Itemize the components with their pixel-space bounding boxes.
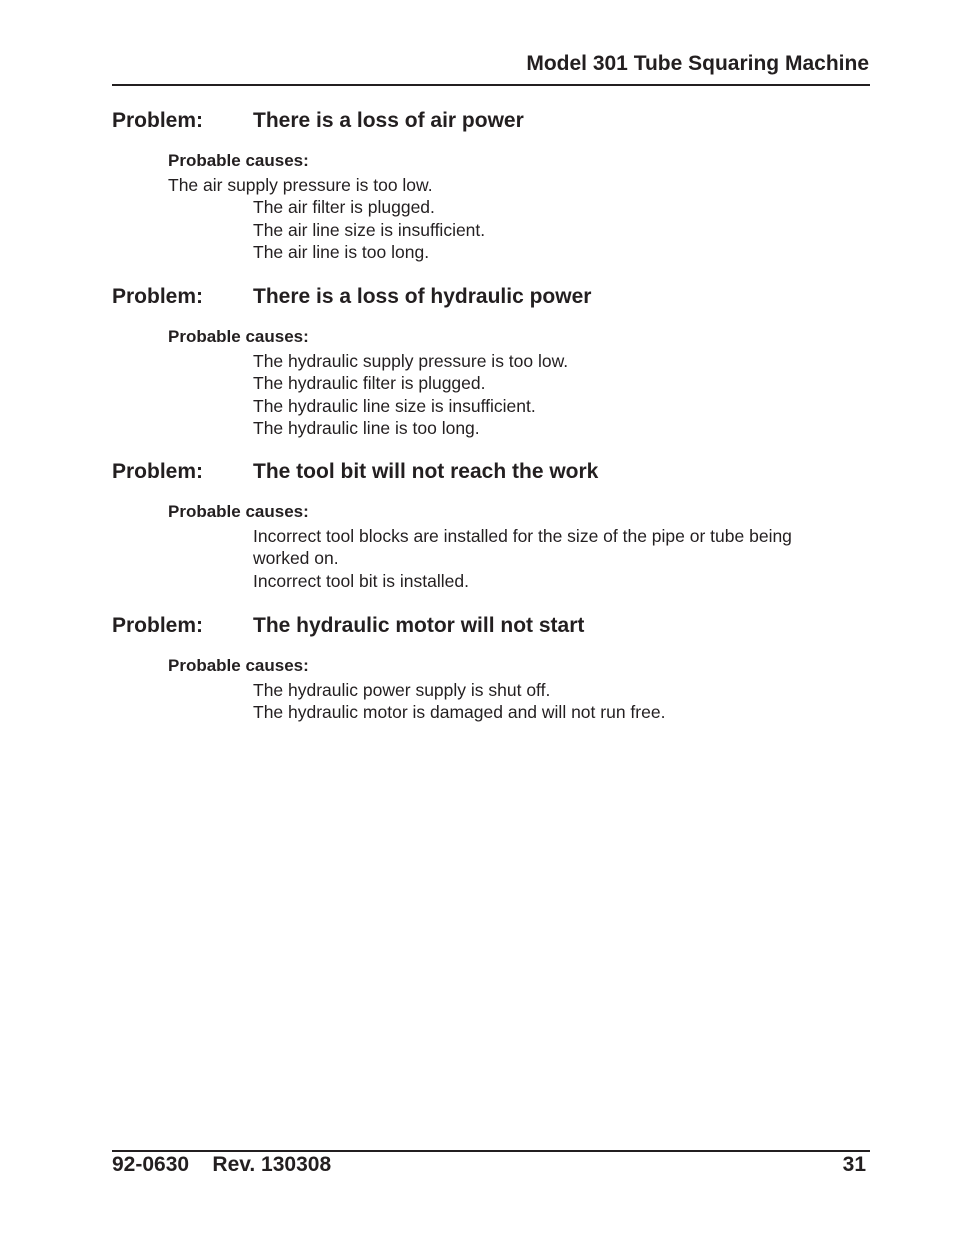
problem-title: The tool bit will not reach the work [253, 460, 599, 483]
probable-causes-heading: Probable causes: [168, 502, 309, 521]
footer-page-number: 31 [842, 1153, 866, 1176]
probable-causes-heading: Probable causes: [168, 327, 309, 346]
footer-doc-info [112, 1153, 331, 1177]
problem-section [112, 109, 870, 262]
cause-item: The air line size is insufficient. [253, 219, 486, 240]
page-header-title: Model 301 Tube Squaring Machine [526, 52, 869, 75]
problem-label: Problem: [112, 614, 204, 637]
problem-title: There is a loss of hydraulic power [253, 285, 592, 308]
causes-list [253, 525, 843, 592]
problem-title: The hydraulic motor will not start [253, 614, 585, 637]
cause-item: The hydraulic line size is insufficient. [253, 395, 536, 416]
cause-item: The hydraulic motor is damaged and will not run free. [253, 702, 666, 723]
cause-item: Incorrect tool bit is installed. [253, 570, 469, 591]
problem-section [112, 285, 870, 438]
cause-item: The hydraulic power supply is shut off. [253, 680, 551, 700]
probable-causes-heading: Probable causes: [168, 656, 309, 675]
problem-heading [112, 109, 870, 135]
cause-item: The air filter is plugged. [253, 197, 435, 218]
header-rule [112, 84, 870, 86]
footer-revision: Rev. 130308 [212, 1153, 332, 1176]
footer-rule [112, 1150, 870, 1152]
problem-section [112, 460, 870, 591]
causes-list [253, 679, 843, 724]
causes-list [253, 350, 843, 439]
problem-title: There is a loss of air power [253, 109, 524, 132]
causes-list [168, 174, 843, 263]
cause-item: The hydraulic line is too long. [253, 417, 480, 438]
problem-section [112, 614, 870, 723]
problem-label: Problem: [112, 285, 204, 308]
footer-doc-number: 92-0630 [112, 1153, 190, 1176]
cause-item: The hydraulic filter is plugged. [253, 373, 486, 394]
problem-heading [112, 460, 870, 486]
problem-heading [112, 614, 870, 640]
probable-causes-heading: Probable causes: [168, 151, 309, 170]
cause-item: The hydraulic supply pressure is too low. [253, 351, 569, 371]
problem-label: Problem: [112, 109, 204, 132]
problem-heading [112, 285, 870, 311]
problem-label: Problem: [112, 460, 204, 483]
cause-item: The air supply pressure is too low. [168, 175, 433, 195]
cause-item: Incorrect tool blocks are installed for the size of the pipe or tube being worked on. [253, 526, 792, 569]
cause-item: The air line is too long. [253, 241, 430, 262]
